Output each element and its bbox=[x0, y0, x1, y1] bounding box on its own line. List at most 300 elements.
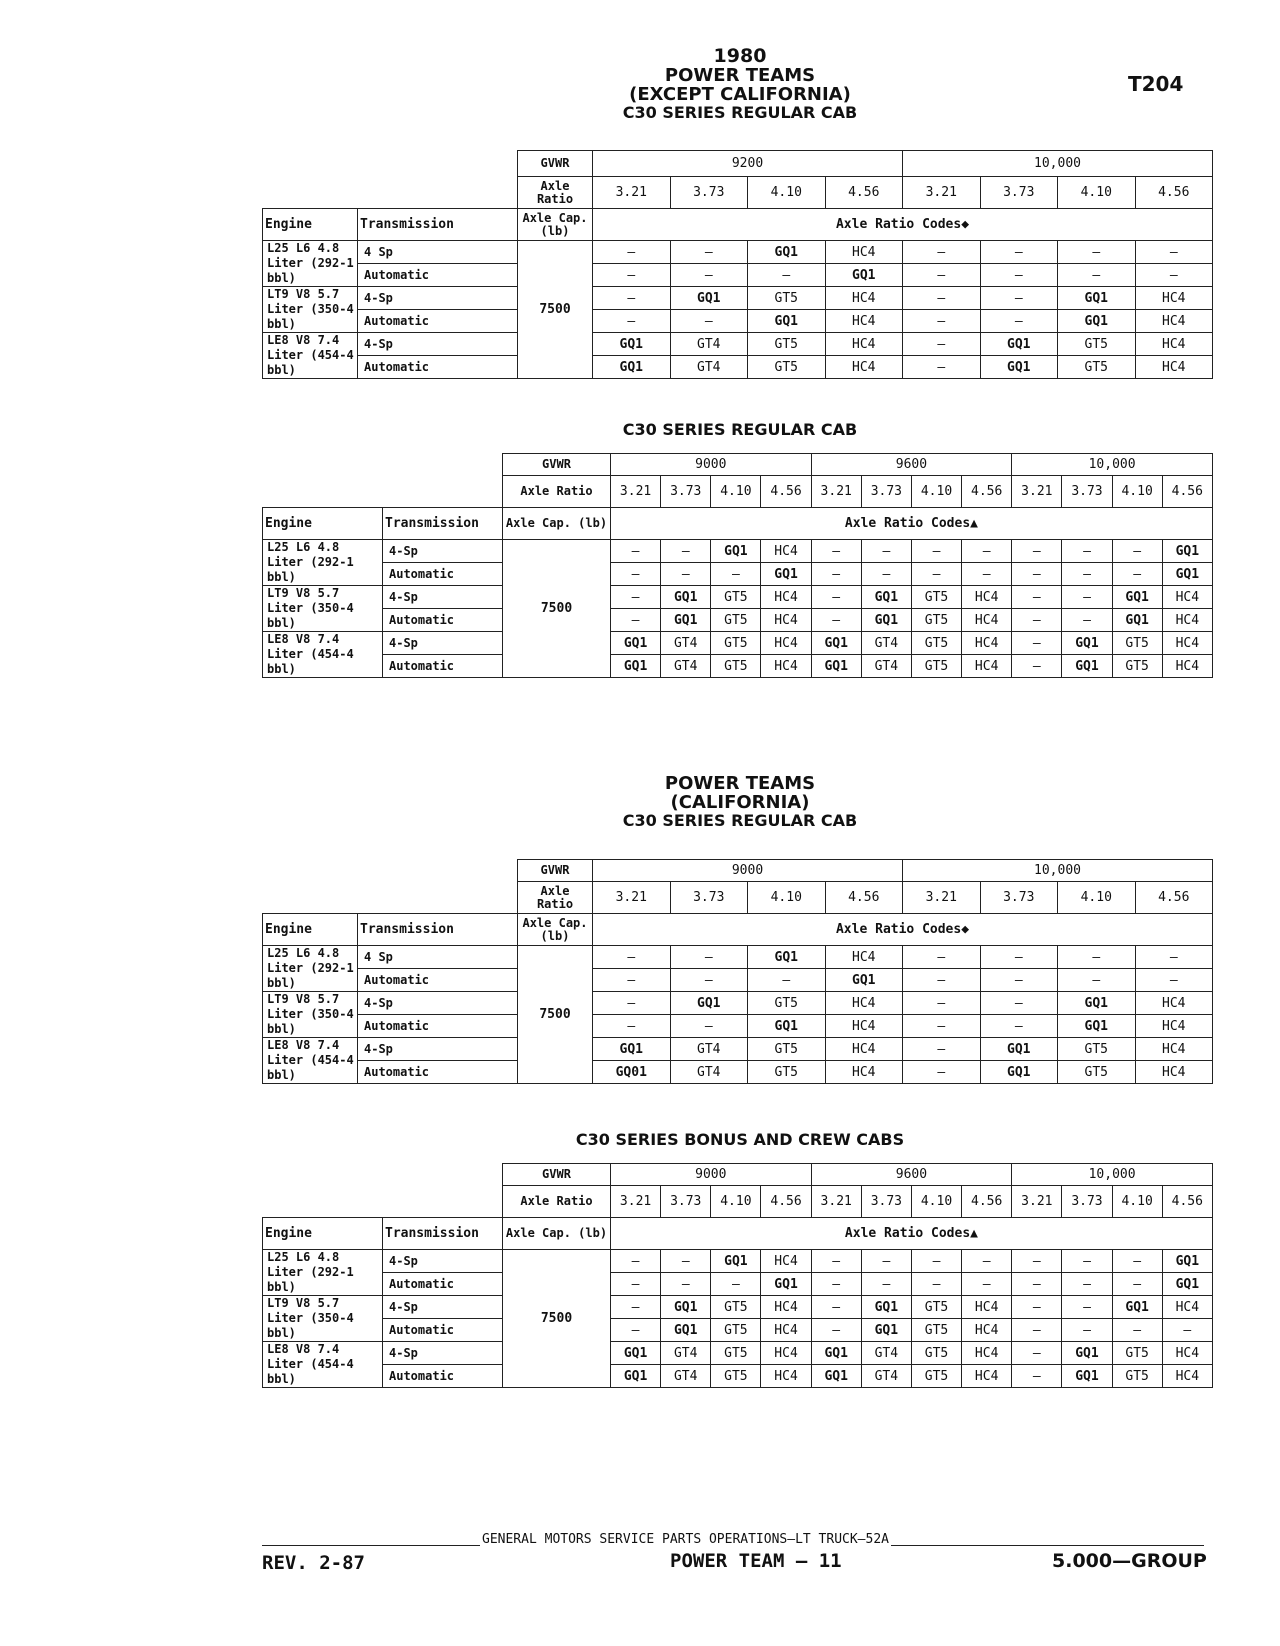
axle-code-cell: — bbox=[593, 264, 671, 287]
axle-code-cell: GQ1 bbox=[1062, 1365, 1112, 1388]
axle-code-cell: — bbox=[593, 1015, 671, 1038]
axle-code-cell: — bbox=[1058, 264, 1136, 287]
axle-code-cell: HC4 bbox=[1135, 1061, 1213, 1084]
axle-code-cell: — bbox=[1135, 969, 1213, 992]
axle-code-cell: — bbox=[903, 969, 981, 992]
axle-code-cell: — bbox=[1062, 1296, 1112, 1319]
axle-code-cell: HC4 bbox=[1162, 1296, 1212, 1319]
transmission-cell: Automatic bbox=[358, 1061, 518, 1084]
gvwr-value: 9000 bbox=[593, 860, 903, 882]
gvwr-label: GVWR bbox=[518, 860, 593, 882]
axle-code-cell: HC4 bbox=[761, 655, 811, 678]
engine-cell: L25 L6 4.8 Liter (292-1 bbl) bbox=[263, 540, 383, 586]
california-header bbox=[590, 775, 890, 830]
axle-code-cell: — bbox=[611, 1250, 661, 1273]
axle-code-cell: HC4 bbox=[962, 632, 1012, 655]
axle-code-cell: GQ1 bbox=[711, 1250, 761, 1273]
axle-code-cell: — bbox=[1135, 264, 1213, 287]
axle-code-cell: — bbox=[1062, 1273, 1112, 1296]
footer-group: 5.000—GROUP bbox=[1052, 1550, 1207, 1572]
axle-code-cell: GT5 bbox=[748, 992, 826, 1015]
axle-code-cell: GQ1 bbox=[748, 946, 826, 969]
transmission-cell: Automatic bbox=[358, 310, 518, 333]
axle-code-cell: GQ1 bbox=[611, 1342, 661, 1365]
axle-code-cell: GQ1 bbox=[593, 1038, 671, 1061]
axle-code-cell: HC4 bbox=[1162, 1342, 1212, 1365]
axle-code-cell: — bbox=[1112, 1250, 1162, 1273]
axle-code-cell: GQ1 bbox=[811, 632, 861, 655]
axle-code-cell: GQ1 bbox=[1162, 563, 1212, 586]
axle-ratio-value: 4.10 bbox=[711, 476, 761, 508]
california-subtitle: (CALIFORNIA) bbox=[670, 791, 810, 813]
axle-code-cell: GQ1 bbox=[861, 1319, 911, 1342]
axle-code-cell: — bbox=[980, 969, 1058, 992]
axle-ratio-value: 3.73 bbox=[861, 1186, 911, 1218]
transmission-cell: 4-Sp bbox=[383, 1296, 503, 1319]
axle-code-cell: — bbox=[1062, 1319, 1112, 1342]
axle-code-cell: — bbox=[1135, 241, 1213, 264]
transmission-cell: 4 Sp bbox=[358, 241, 518, 264]
axle-code-cell: GQ1 bbox=[861, 609, 911, 632]
axle-code-cell: — bbox=[811, 540, 861, 563]
axle-ratio-value: 4.10 bbox=[711, 1186, 761, 1218]
blank-cell bbox=[263, 454, 503, 476]
axle-code-cell: GQ1 bbox=[1062, 1342, 1112, 1365]
axle-code-cell: HC4 bbox=[761, 609, 811, 632]
axle-code-cell: GQ1 bbox=[611, 655, 661, 678]
axle-code-cell: — bbox=[1012, 609, 1062, 632]
transmission-header: Transmission bbox=[383, 1218, 503, 1250]
axle-code-cell: GT4 bbox=[861, 1365, 911, 1388]
axle-code-cell: GQ1 bbox=[611, 632, 661, 655]
axle-code-cell: HC4 bbox=[1162, 655, 1212, 678]
engine-cell: L25 L6 4.8 Liter (292-1 bbl) bbox=[263, 946, 358, 992]
axle-code-cell: — bbox=[1162, 1319, 1212, 1342]
page-header bbox=[590, 47, 890, 122]
page-code: T204 bbox=[1128, 72, 1184, 96]
axle-code-cell: — bbox=[670, 310, 748, 333]
axle-code-cell: HC4 bbox=[1135, 333, 1213, 356]
transmission-cell: 4-Sp bbox=[383, 632, 503, 655]
axle-code-cell: HC4 bbox=[825, 310, 903, 333]
axle-capacity-value: 7500 bbox=[518, 241, 593, 379]
axle-code-cell: — bbox=[1012, 1296, 1062, 1319]
engine-cell: LT9 V8 5.7 Liter (350-4 bbl) bbox=[263, 287, 358, 333]
axle-ratio-value: 3.73 bbox=[661, 476, 711, 508]
gvwr-value: 9200 bbox=[593, 151, 903, 177]
engine-cell: LE8 V8 7.4 Liter (454-4 bbl) bbox=[263, 1342, 383, 1388]
axle-code-cell: HC4 bbox=[825, 946, 903, 969]
transmission-cell: Automatic bbox=[383, 563, 503, 586]
axle-capacity-value: 7500 bbox=[503, 1250, 611, 1388]
axle-code-cell: HC4 bbox=[825, 1015, 903, 1038]
axle-code-cell: — bbox=[811, 563, 861, 586]
axle-code-cell: GQ1 bbox=[1162, 1273, 1212, 1296]
axle-code-cell: — bbox=[611, 609, 661, 632]
axle-ratio-codes-header: Axle Ratio Codes▲ bbox=[611, 508, 1213, 540]
axle-ratio-value: 3.21 bbox=[611, 476, 661, 508]
axle-code-cell: GT5 bbox=[711, 655, 761, 678]
axle-code-cell: — bbox=[911, 1273, 961, 1296]
axle-ratio-value: 3.21 bbox=[1012, 476, 1062, 508]
axle-code-cell: — bbox=[593, 946, 671, 969]
axle-code-cell: — bbox=[1012, 563, 1062, 586]
axle-code-cell: — bbox=[962, 1250, 1012, 1273]
axle-code-cell: GQ1 bbox=[811, 1342, 861, 1365]
axle-code-cell: GT4 bbox=[661, 655, 711, 678]
axle-code-cell: — bbox=[611, 1319, 661, 1342]
axle-ratio-value: 4.56 bbox=[1162, 1186, 1212, 1218]
table-2-title: C30 SERIES REGULAR CAB bbox=[622, 420, 858, 439]
axle-code-cell: GQ01 bbox=[593, 1061, 671, 1084]
engine-cell: L25 L6 4.8 Liter (292-1 bbl) bbox=[263, 241, 358, 287]
axle-ratio-value: 3.21 bbox=[593, 177, 671, 209]
axle-code-cell: GQ1 bbox=[761, 1273, 811, 1296]
axle-ratio-value: 4.10 bbox=[1058, 177, 1136, 209]
axle-code-cell: HC4 bbox=[962, 1319, 1012, 1342]
axle-code-cell: — bbox=[962, 563, 1012, 586]
engine-cell: LT9 V8 5.7 Liter (350-4 bbl) bbox=[263, 586, 383, 632]
axle-code-cell: — bbox=[811, 1296, 861, 1319]
axle-code-cell: GT5 bbox=[748, 333, 826, 356]
axle-code-cell: HC4 bbox=[825, 356, 903, 379]
axle-code-cell: — bbox=[903, 1061, 981, 1084]
gvwr-value: 9000 bbox=[611, 1164, 812, 1186]
axle-code-cell: GQ1 bbox=[748, 1015, 826, 1038]
header-title: POWER TEAMS bbox=[664, 64, 816, 86]
axle-code-cell: GT4 bbox=[661, 1342, 711, 1365]
axle-code-cell: GQ1 bbox=[593, 356, 671, 379]
axle-code-cell: GT5 bbox=[911, 1365, 961, 1388]
axle-code-cell: — bbox=[1062, 540, 1112, 563]
axle-code-cell: — bbox=[1058, 946, 1136, 969]
header-subtitle: (EXCEPT CALIFORNIA) bbox=[629, 83, 851, 105]
transmission-cell: 4-Sp bbox=[358, 333, 518, 356]
axle-code-cell: GT5 bbox=[1058, 356, 1136, 379]
axle-code-cell: GQ1 bbox=[711, 540, 761, 563]
transmission-cell: 4-Sp bbox=[383, 586, 503, 609]
axle-cap-label: Axle Cap. (lb) bbox=[518, 914, 593, 946]
axle-ratio-value: 3.73 bbox=[670, 882, 748, 914]
axle-code-cell: HC4 bbox=[1162, 609, 1212, 632]
axle-code-cell: — bbox=[1012, 1342, 1062, 1365]
axle-code-cell: GQ1 bbox=[1062, 632, 1112, 655]
gvwr-label: GVWR bbox=[503, 1164, 611, 1186]
axle-code-cell: GT5 bbox=[711, 586, 761, 609]
axle-code-cell: — bbox=[1012, 1319, 1062, 1342]
axle-ratio-value: 3.21 bbox=[811, 1186, 861, 1218]
axle-ratio-value: 3.21 bbox=[593, 882, 671, 914]
axle-code-cell: — bbox=[903, 287, 981, 310]
power-team-table-4 bbox=[262, 1163, 1213, 1388]
axle-ratio-value: 3.73 bbox=[1062, 476, 1112, 508]
axle-code-cell: GT5 bbox=[711, 1319, 761, 1342]
axle-code-cell: — bbox=[611, 586, 661, 609]
axle-code-cell: — bbox=[1012, 632, 1062, 655]
axle-code-cell: GQ1 bbox=[611, 1365, 661, 1388]
table-4-title: C30 SERIES BONUS AND CREW CABS bbox=[575, 1130, 905, 1149]
axle-code-cell: HC4 bbox=[761, 1342, 811, 1365]
axle-code-cell: GT4 bbox=[670, 1061, 748, 1084]
axle-code-cell: — bbox=[980, 310, 1058, 333]
axle-code-cell: GT5 bbox=[1058, 1061, 1136, 1084]
axle-code-cell: — bbox=[1012, 1365, 1062, 1388]
axle-code-cell: GQ1 bbox=[661, 609, 711, 632]
transmission-header: Transmission bbox=[383, 508, 503, 540]
axle-code-cell: GT4 bbox=[661, 1365, 711, 1388]
gvwr-value: 9000 bbox=[611, 454, 812, 476]
transmission-cell: Automatic bbox=[358, 264, 518, 287]
axle-code-cell: GT4 bbox=[670, 333, 748, 356]
transmission-cell: 4-Sp bbox=[383, 1342, 503, 1365]
axle-code-cell: — bbox=[903, 310, 981, 333]
axle-ratio-value: 3.21 bbox=[811, 476, 861, 508]
gvwr-label: GVWR bbox=[518, 151, 593, 177]
axle-code-cell: GT5 bbox=[911, 632, 961, 655]
axle-code-cell: HC4 bbox=[761, 540, 811, 563]
axle-code-cell: GQ1 bbox=[1058, 992, 1136, 1015]
axle-code-cell: GQ1 bbox=[1058, 1015, 1136, 1038]
axle-code-cell: GQ1 bbox=[811, 655, 861, 678]
axle-code-cell: HC4 bbox=[962, 1342, 1012, 1365]
axle-code-cell: — bbox=[861, 1250, 911, 1273]
axle-code-cell: HC4 bbox=[761, 1365, 811, 1388]
axle-code-cell: — bbox=[980, 1015, 1058, 1038]
axle-code-cell: GQ1 bbox=[1112, 1296, 1162, 1319]
axle-code-cell: — bbox=[861, 563, 911, 586]
axle-ratio-value: 4.56 bbox=[962, 476, 1012, 508]
axle-ratio-value: 3.21 bbox=[903, 177, 981, 209]
axle-code-cell: — bbox=[903, 264, 981, 287]
transmission-cell: 4-Sp bbox=[383, 540, 503, 563]
axle-code-cell: GT5 bbox=[711, 609, 761, 632]
axle-ratio-value: 4.56 bbox=[1135, 177, 1213, 209]
transmission-cell: Automatic bbox=[383, 1319, 503, 1342]
footer-page: POWER TEAM — 11 bbox=[670, 1550, 842, 1572]
gvwr-label: GVWR bbox=[503, 454, 611, 476]
axle-ratio-value: 3.73 bbox=[980, 177, 1058, 209]
axle-ratio-value: 4.10 bbox=[911, 476, 961, 508]
axle-code-cell: GQ1 bbox=[825, 969, 903, 992]
axle-code-cell: GQ1 bbox=[825, 264, 903, 287]
power-team-table-2 bbox=[262, 453, 1213, 678]
axle-capacity-value: 7500 bbox=[503, 540, 611, 678]
axle-code-cell: — bbox=[903, 1015, 981, 1038]
axle-ratio-value: 3.73 bbox=[1062, 1186, 1112, 1218]
axle-code-cell: — bbox=[670, 1015, 748, 1038]
axle-code-cell: — bbox=[593, 969, 671, 992]
axle-ratio-label: Axle Ratio bbox=[518, 882, 593, 914]
header-year: 1980 bbox=[713, 45, 767, 67]
blank-cell bbox=[263, 476, 503, 508]
axle-ratio-value: 3.73 bbox=[661, 1186, 711, 1218]
axle-code-cell: GT5 bbox=[1112, 632, 1162, 655]
axle-ratio-codes-header: Axle Ratio Codes◆ bbox=[593, 209, 1213, 241]
axle-code-cell: GQ1 bbox=[661, 586, 711, 609]
gvwr-value: 9600 bbox=[811, 1164, 1012, 1186]
axle-code-cell: GT5 bbox=[711, 1365, 761, 1388]
axle-code-cell: — bbox=[980, 264, 1058, 287]
axle-code-cell: HC4 bbox=[962, 1365, 1012, 1388]
transmission-cell: 4-Sp bbox=[358, 1038, 518, 1061]
axle-code-cell: GT4 bbox=[861, 632, 911, 655]
power-team-table-1 bbox=[262, 150, 1213, 379]
axle-code-cell: GT5 bbox=[748, 356, 826, 379]
axle-code-cell: — bbox=[911, 1250, 961, 1273]
axle-ratio-value: 4.56 bbox=[825, 882, 903, 914]
california-series: C30 SERIES REGULAR CAB bbox=[622, 810, 858, 830]
axle-code-cell: GT5 bbox=[1058, 1038, 1136, 1061]
engine-header: Engine bbox=[263, 209, 358, 241]
axle-code-cell: — bbox=[748, 969, 826, 992]
axle-code-cell: — bbox=[811, 609, 861, 632]
axle-code-cell: GQ1 bbox=[980, 356, 1058, 379]
gvwr-value: 10,000 bbox=[1012, 1164, 1213, 1186]
axle-code-cell: — bbox=[1012, 586, 1062, 609]
axle-code-cell: GQ1 bbox=[1058, 287, 1136, 310]
axle-cap-label: Axle Cap. (lb) bbox=[518, 209, 593, 241]
axle-code-cell: GQ1 bbox=[811, 1365, 861, 1388]
axle-code-cell: — bbox=[911, 563, 961, 586]
axle-code-cell: GT4 bbox=[661, 632, 711, 655]
axle-ratio-value: 3.21 bbox=[903, 882, 981, 914]
engine-header: Engine bbox=[263, 508, 383, 540]
axle-code-cell: GQ1 bbox=[670, 287, 748, 310]
axle-code-cell: HC4 bbox=[1162, 586, 1212, 609]
axle-code-cell: GT4 bbox=[670, 356, 748, 379]
axle-code-cell: — bbox=[1012, 1273, 1062, 1296]
axle-code-cell: GQ1 bbox=[980, 333, 1058, 356]
header-series: C30 SERIES REGULAR CAB bbox=[622, 102, 858, 122]
axle-code-cell: GT5 bbox=[911, 586, 961, 609]
axle-code-cell: — bbox=[661, 1250, 711, 1273]
axle-code-cell: — bbox=[1062, 586, 1112, 609]
axle-code-cell: — bbox=[903, 946, 981, 969]
transmission-cell: Automatic bbox=[383, 1273, 503, 1296]
gvwr-value: 9600 bbox=[811, 454, 1012, 476]
engine-header: Engine bbox=[263, 914, 358, 946]
axle-ratio-codes-header: Axle Ratio Codes▲ bbox=[611, 1218, 1213, 1250]
engine-cell: LE8 V8 7.4 Liter (454-4 bbl) bbox=[263, 1038, 358, 1084]
axle-code-cell: — bbox=[1135, 946, 1213, 969]
axle-ratio-value: 4.10 bbox=[1112, 1186, 1162, 1218]
engine-cell: LT9 V8 5.7 Liter (350-4 bbl) bbox=[263, 992, 358, 1038]
axle-code-cell: GT5 bbox=[711, 632, 761, 655]
axle-code-cell: — bbox=[1012, 1250, 1062, 1273]
axle-code-cell: GQ1 bbox=[1162, 1250, 1212, 1273]
axle-ratio-value: 4.56 bbox=[825, 177, 903, 209]
axle-code-cell: GQ1 bbox=[861, 1296, 911, 1319]
axle-code-cell: — bbox=[670, 264, 748, 287]
engine-header: Engine bbox=[263, 1218, 383, 1250]
axle-code-cell: GT5 bbox=[911, 609, 961, 632]
axle-code-cell: — bbox=[670, 946, 748, 969]
axle-code-cell: GT5 bbox=[911, 1319, 961, 1342]
axle-code-cell: — bbox=[1112, 563, 1162, 586]
axle-code-cell: — bbox=[611, 563, 661, 586]
axle-code-cell: — bbox=[811, 586, 861, 609]
axle-code-cell: — bbox=[980, 287, 1058, 310]
axle-code-cell: — bbox=[593, 992, 671, 1015]
axle-code-cell: GT5 bbox=[711, 1342, 761, 1365]
axle-code-cell: GT5 bbox=[1112, 1342, 1162, 1365]
axle-code-cell: — bbox=[1012, 540, 1062, 563]
axle-code-cell: HC4 bbox=[761, 632, 811, 655]
axle-code-cell: — bbox=[670, 241, 748, 264]
axle-code-cell: GQ1 bbox=[1162, 540, 1212, 563]
axle-code-cell: — bbox=[593, 310, 671, 333]
axle-ratio-value: 4.56 bbox=[761, 1186, 811, 1218]
engine-cell: L25 L6 4.8 Liter (292-1 bbl) bbox=[263, 1250, 383, 1296]
gvwr-value: 10,000 bbox=[1012, 454, 1213, 476]
transmission-cell: 4-Sp bbox=[383, 1250, 503, 1273]
axle-code-cell: HC4 bbox=[825, 1061, 903, 1084]
axle-cap-label: Axle Cap. (lb) bbox=[503, 1218, 611, 1250]
axle-code-cell: — bbox=[980, 946, 1058, 969]
transmission-cell: Automatic bbox=[358, 969, 518, 992]
axle-code-cell: GT4 bbox=[670, 1038, 748, 1061]
gvwr-value: 10,000 bbox=[903, 860, 1213, 882]
axle-code-cell: — bbox=[593, 241, 671, 264]
axle-code-cell: — bbox=[903, 992, 981, 1015]
axle-code-cell: GQ1 bbox=[748, 241, 826, 264]
axle-code-cell: HC4 bbox=[962, 1296, 1012, 1319]
axle-ratio-value: 4.10 bbox=[1112, 476, 1162, 508]
axle-code-cell: — bbox=[661, 540, 711, 563]
axle-code-cell: GT5 bbox=[1058, 333, 1136, 356]
axle-ratio-label: Axle Ratio bbox=[518, 177, 593, 209]
axle-code-cell: — bbox=[593, 287, 671, 310]
axle-ratio-label: Axle Ratio bbox=[503, 476, 611, 508]
transmission-cell: 4 Sp bbox=[358, 946, 518, 969]
axle-ratio-value: 4.10 bbox=[1058, 882, 1136, 914]
axle-code-cell: HC4 bbox=[1162, 1365, 1212, 1388]
axle-code-cell: — bbox=[1112, 1319, 1162, 1342]
axle-code-cell: HC4 bbox=[761, 1296, 811, 1319]
axle-code-cell: HC4 bbox=[825, 333, 903, 356]
axle-code-cell: — bbox=[611, 540, 661, 563]
transmission-header: Transmission bbox=[358, 209, 518, 241]
axle-code-cell: HC4 bbox=[1135, 992, 1213, 1015]
transmission-header: Transmission bbox=[358, 914, 518, 946]
axle-code-cell: — bbox=[903, 356, 981, 379]
axle-code-cell: GQ1 bbox=[661, 1296, 711, 1319]
blank-cell bbox=[263, 151, 518, 177]
axle-code-cell: HC4 bbox=[761, 586, 811, 609]
axle-code-cell: GQ1 bbox=[670, 992, 748, 1015]
axle-code-cell: — bbox=[980, 992, 1058, 1015]
axle-ratio-value: 3.73 bbox=[980, 882, 1058, 914]
transmission-cell: Automatic bbox=[383, 1365, 503, 1388]
axle-code-cell: — bbox=[903, 333, 981, 356]
axle-ratio-value: 4.56 bbox=[761, 476, 811, 508]
axle-code-cell: — bbox=[1112, 1273, 1162, 1296]
transmission-cell: 4-Sp bbox=[358, 287, 518, 310]
axle-code-cell: GT5 bbox=[748, 287, 826, 310]
footer-company: GENERAL MOTORS SERVICE PARTS OPERATIONS—LT TRUCK—52A bbox=[482, 1532, 889, 1547]
axle-code-cell: — bbox=[711, 1273, 761, 1296]
axle-code-cell: — bbox=[911, 540, 961, 563]
axle-code-cell: — bbox=[861, 540, 911, 563]
axle-code-cell: — bbox=[903, 241, 981, 264]
axle-code-cell: HC4 bbox=[761, 1250, 811, 1273]
engine-cell: LT9 V8 5.7 Liter (350-4 bbl) bbox=[263, 1296, 383, 1342]
axle-code-cell: GT5 bbox=[911, 1342, 961, 1365]
axle-code-cell: GT5 bbox=[911, 1296, 961, 1319]
axle-code-cell: — bbox=[962, 540, 1012, 563]
blank-cell bbox=[263, 1164, 503, 1186]
axle-code-cell: GQ1 bbox=[980, 1061, 1058, 1084]
